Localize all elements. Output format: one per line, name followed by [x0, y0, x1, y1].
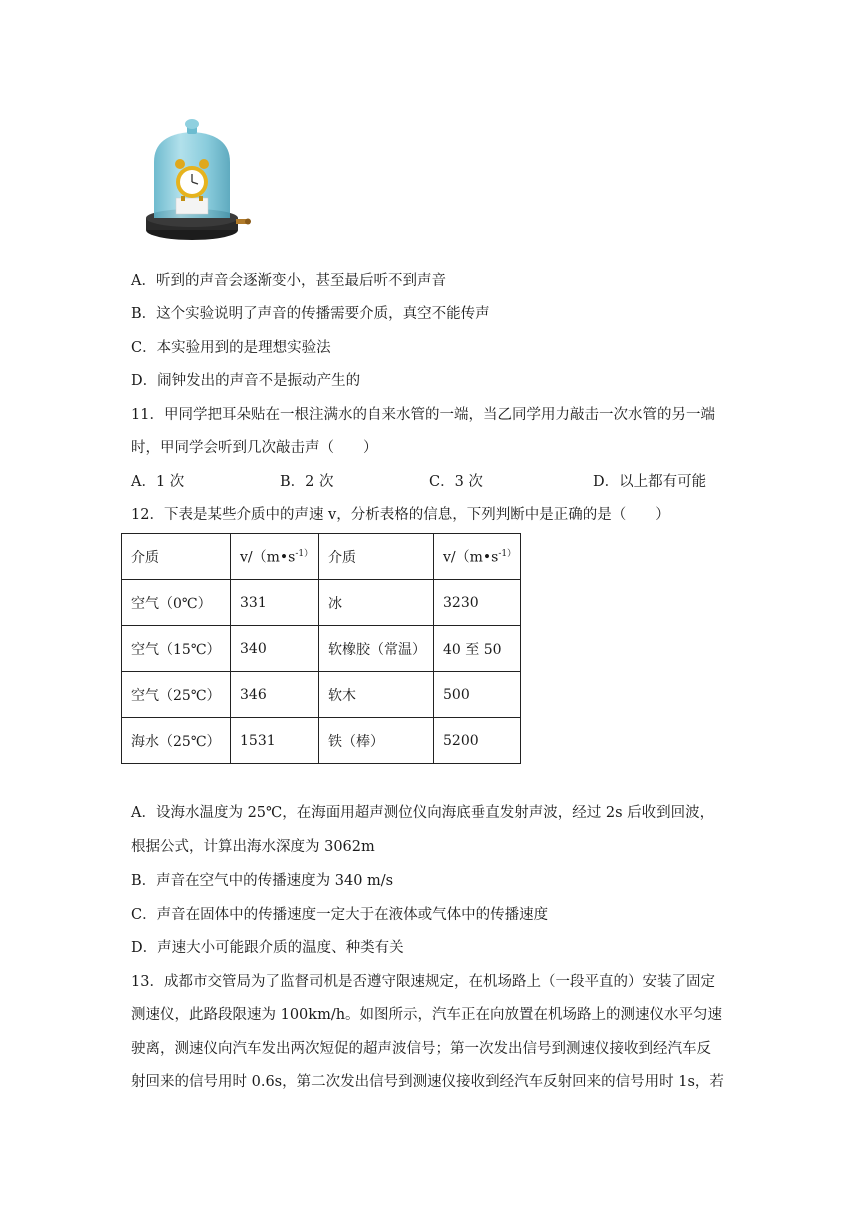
table-row [122, 626, 521, 672]
q13-line2: 测速仪，此路段限速为 100km/h。如图所示，汽车正在向放置在机场路上的测速仪水平匀速 [131, 1007, 723, 1023]
q11-stem-line2: 时，甲同学会听到几次敲击声（ ） [131, 440, 378, 456]
table-cell: 340 [231, 626, 319, 672]
table-cell: 40 至 50 [434, 626, 521, 672]
table-cell: 346 [231, 672, 319, 718]
q13-line3: 驶离，测速仪向汽车发出两次短促的超声波信号；第一次发出信号到测速仪接收到经汽车反 [131, 1041, 711, 1057]
table-row [122, 718, 521, 764]
header-medium-1: 介质 [122, 534, 231, 580]
table-cell: 海水（25℃） [122, 718, 231, 764]
table-cell: 空气（0℃） [122, 580, 231, 626]
q11-option-d: D．以上都有可能 [593, 474, 707, 490]
q12-option-c: C．声音在固体中的传播速度一定大于在液体或气体中的传播速度 [131, 907, 549, 923]
table-cell: 铁（棒） [319, 718, 434, 764]
q10-option-a: A．听到的声音会逐渐变小，甚至最后听不到声音 [131, 273, 446, 289]
bell-jar-alarm-clock-image [140, 118, 252, 244]
q12-option-d: D．声速大小可能跟介质的温度、种类有关 [131, 940, 404, 956]
table-cell: 1531 [231, 718, 319, 764]
q12-option-a-line2: 根据公式，计算出海水深度为 3062m [131, 839, 375, 855]
q11-options [131, 472, 751, 492]
header-medium-2: 介质 [319, 534, 434, 580]
q12-stem: 12．下表是某些介质中的声速 v，分析表格的信息，下列判断中是正确的是（ ） [131, 507, 670, 523]
q11-option-b: B．2 次 [280, 474, 334, 490]
table-cell: 软木 [319, 672, 434, 718]
q12-option-b: B．声音在空气中的传播速度为 340 m/s [131, 873, 394, 889]
q10-option-c: C．本实验用到的是理想实验法 [131, 340, 331, 356]
q10-option-b: B．这个实验说明了声音的传播需要介质，真空不能传声 [131, 306, 490, 322]
q11-option-a: A．1 次 [131, 474, 185, 490]
q11-option-c: C．3 次 [429, 474, 483, 490]
q13-line1: 13．成都市交管局为了监督司机是否遵守限速规定，在机场路上（一段平直的）安装了固定 [131, 974, 715, 990]
table-row [122, 672, 521, 718]
table-cell: 软橡胶（常温） [319, 626, 434, 672]
q11-stem-line1: 11．甲同学把耳朵贴在一根注满水的自来水管的一端，当乙同学用力敲击一次水管的另一端 [131, 407, 715, 423]
q10-option-d: D．闹钟发出的声音不是振动产生的 [131, 373, 361, 389]
table-cell: 冰 [319, 580, 434, 626]
table-row [122, 580, 521, 626]
header-speed-1: $v/(m•s^{-1)}$ [231, 534, 319, 580]
q12-option-a-line1: A．设海水温度为 25℃，在海面用超声测位仪向海底垂直发射声波，经过 2s 后收到回波， [131, 805, 715, 821]
table-header-row [122, 534, 521, 580]
header-speed-2: $v/(m•s^{-1)}$ [434, 534, 521, 580]
table-cell: 500 [434, 672, 521, 718]
table-cell: 空气（15℃） [122, 626, 231, 672]
table-cell: 331 [231, 580, 319, 626]
table-cell: 5200 [434, 718, 521, 764]
table-cell: 空气（25℃） [122, 672, 231, 718]
table-cell: 3230 [434, 580, 521, 626]
q13-line4: 射回来的信号用时 0.6s，第二次发出信号到测速仪接收到经汽车反射回来的信号用时 1s，若 [131, 1074, 724, 1090]
sound-speed-table [121, 533, 521, 764]
